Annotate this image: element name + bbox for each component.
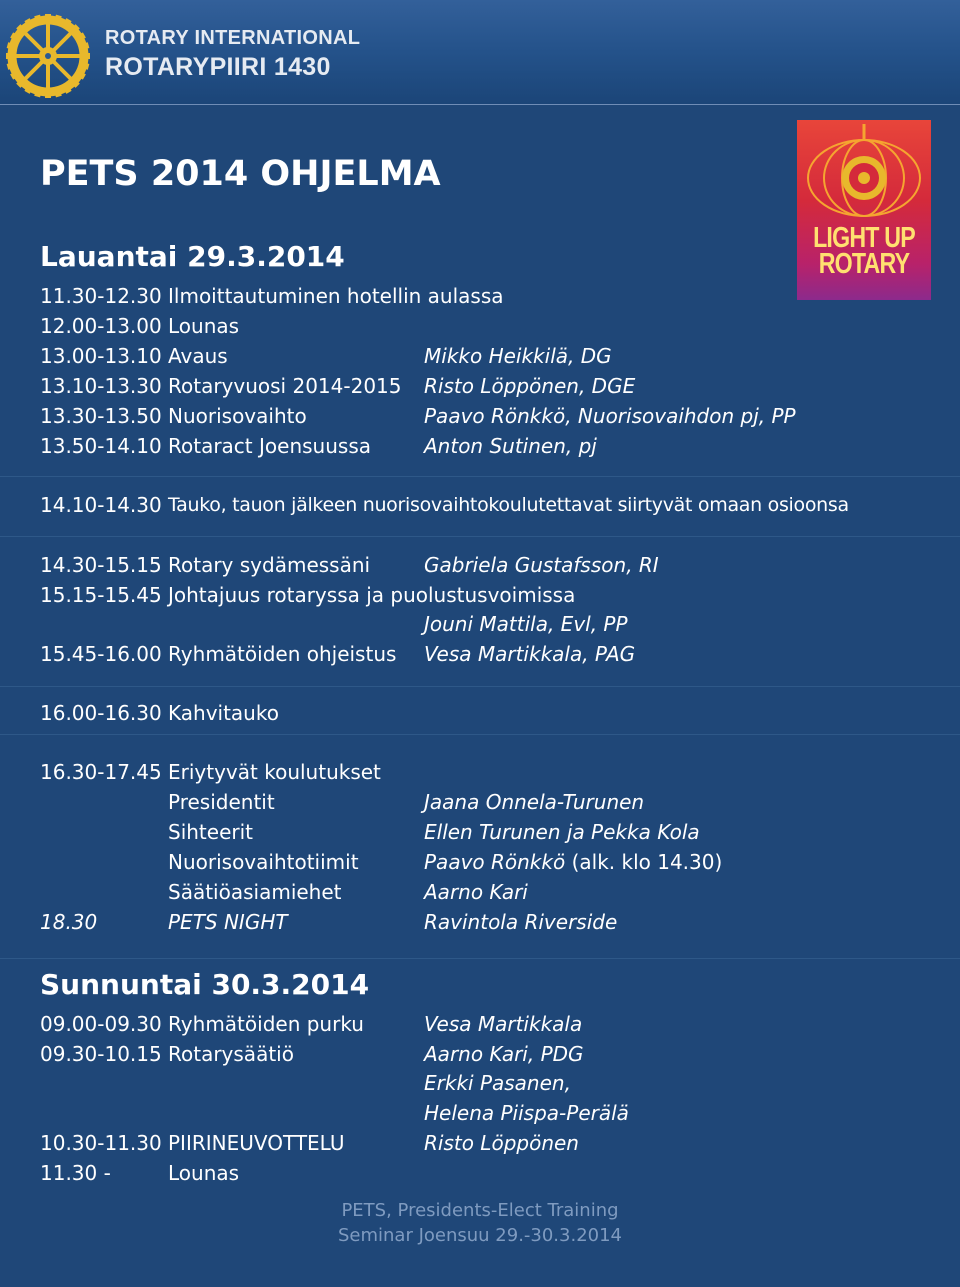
schedule-speaker: Jouni Mattila, Evl, PP — [424, 612, 628, 636]
logo-text-light-up: LIGHT UP — [813, 222, 915, 254]
schedule-topic: Ryhmätöiden ohjeistus — [168, 642, 397, 666]
district-name: ROTARYPIIRI 1430 — [105, 53, 331, 81]
schedule-time: 13.50-14.10 — [40, 434, 162, 458]
schedule-speaker: Aarno Kari, PDG — [424, 1042, 584, 1066]
schedule-topic: Ilmoittautuminen hotellin aulassa — [168, 284, 504, 308]
logo-text-rotary: ROTARY — [818, 248, 910, 280]
schedule-time: 15.45-16.00 — [40, 642, 162, 666]
schedule-time: 13.30-13.50 — [40, 404, 162, 428]
schedule-speaker: Paavo Rönkkö — [424, 850, 566, 874]
schedule-time: 14.10-14.30 — [40, 493, 162, 517]
schedule-topic: Rotaryvuosi 2014-2015 — [168, 374, 402, 398]
schedule-speaker: Risto Löppönen, DGE — [424, 374, 636, 398]
schedule-time: 18.30 — [40, 910, 98, 934]
day1-heading: Lauantai 29.3.2014 — [40, 240, 345, 273]
schedule-time: 16.00-16.30 — [40, 701, 162, 725]
schedule-time: 12.00-13.00 — [40, 314, 162, 338]
schedule-time: 13.10-13.30 — [40, 374, 162, 398]
schedule-time: 09.00-09.30 — [40, 1012, 162, 1036]
day2-heading: Sunnuntai 30.3.2014 — [40, 968, 370, 1001]
footer-line-1: PETS, Presidents-Elect Training — [341, 1200, 619, 1221]
lantern-graphic — [797, 120, 931, 230]
schedule-speaker: Vesa Martikkala — [424, 1012, 583, 1036]
schedule-speaker: Anton Sutinen, pj — [424, 434, 597, 458]
gear-tooth — [83, 53, 90, 59]
schedule-speaker: Aarno Kari — [424, 880, 528, 904]
schedule-topic: Johtajuus rotaryssa ja puolustusvoimissa — [168, 583, 576, 607]
schedule-topic: Nuorisovaihto — [168, 404, 307, 428]
schedule-topic: Ryhmätöiden purku — [168, 1012, 364, 1036]
schedule-topic: Eriytyvät koulutukset — [168, 760, 381, 784]
schedule-topic: PETS NIGHT — [168, 910, 288, 934]
schedule-speaker: Risto Löppönen — [424, 1131, 579, 1155]
training-group: Presidentit — [168, 790, 275, 814]
gear-tooth — [45, 14, 51, 21]
page-title: PETS 2014 OHJELMA — [40, 154, 441, 194]
schedule-speaker: Erkki Pasanen, — [424, 1071, 571, 1095]
schedule-topic: Tauko, tauon jälkeen nuorisovaihtokoulutettavat siirtyvät omaan osioonsa — [168, 494, 849, 516]
schedule-topic: Rotarysäätiö — [168, 1042, 294, 1066]
schedule-topic: Kahvitauko — [168, 701, 279, 725]
schedule-topic: Lounas — [168, 1161, 240, 1185]
speaker-note: (alk. klo 14.30) — [565, 850, 723, 874]
schedule-speaker: Vesa Martikkala, PAG — [424, 642, 636, 666]
schedule-topic: Rotaract Joensuussa — [168, 434, 371, 458]
training-group: Nuorisovaihtotiimit — [168, 850, 359, 874]
light-up-rotary-logo — [797, 120, 931, 300]
gear-tooth — [6, 53, 13, 59]
schedule-speaker: Ellen Turunen ja Pekka Kola — [424, 820, 700, 844]
schedule-speaker: Helena Piispa-Perälä — [424, 1101, 629, 1125]
schedule-speaker: Ravintola Riverside — [424, 910, 618, 934]
schedule-topic: Avaus — [168, 344, 228, 368]
schedule-time: 13.00-13.10 — [40, 344, 162, 368]
schedule-time: 16.30-17.45 — [40, 760, 162, 784]
schedule-time: 14.30-15.15 — [40, 553, 162, 577]
schedule-topic: Lounas — [168, 314, 240, 338]
schedule-topic: Rotary sydämessäni — [168, 553, 371, 577]
schedule-time: 15.15-15.45 — [40, 583, 162, 607]
gear-tooth — [45, 91, 51, 98]
schedule-speaker: Jaana Onnela-Turunen — [424, 790, 645, 814]
org-name: ROTARY INTERNATIONAL — [105, 27, 361, 49]
schedule-topic: PIIRINEUVOTTELU — [168, 1131, 345, 1155]
schedule-speaker: Mikko Heikkilä, DG — [424, 344, 612, 368]
schedule-time: 09.30-10.15 — [40, 1042, 162, 1066]
training-group: Säätiöasiamiehet — [168, 880, 342, 904]
schedule-time: 11.30-12.30 — [40, 284, 162, 308]
footer-line-2: Seminar Joensuu 29.-30.3.2014 — [337, 1225, 623, 1246]
schedule-speaker: Gabriela Gustafsson, RI — [424, 553, 659, 577]
rotary-wheel-logo — [6, 14, 90, 98]
schedule-time: 11.30 - — [40, 1161, 111, 1185]
schedule-time: 10.30-11.30 — [40, 1131, 162, 1155]
schedule-speaker: Paavo Rönkkö, Nuorisovaihdon pj, PP — [424, 404, 796, 428]
header-banner — [0, 0, 960, 105]
schedule-speaker-with-note — [424, 850, 722, 874]
training-group: Sihteerit — [168, 820, 253, 844]
